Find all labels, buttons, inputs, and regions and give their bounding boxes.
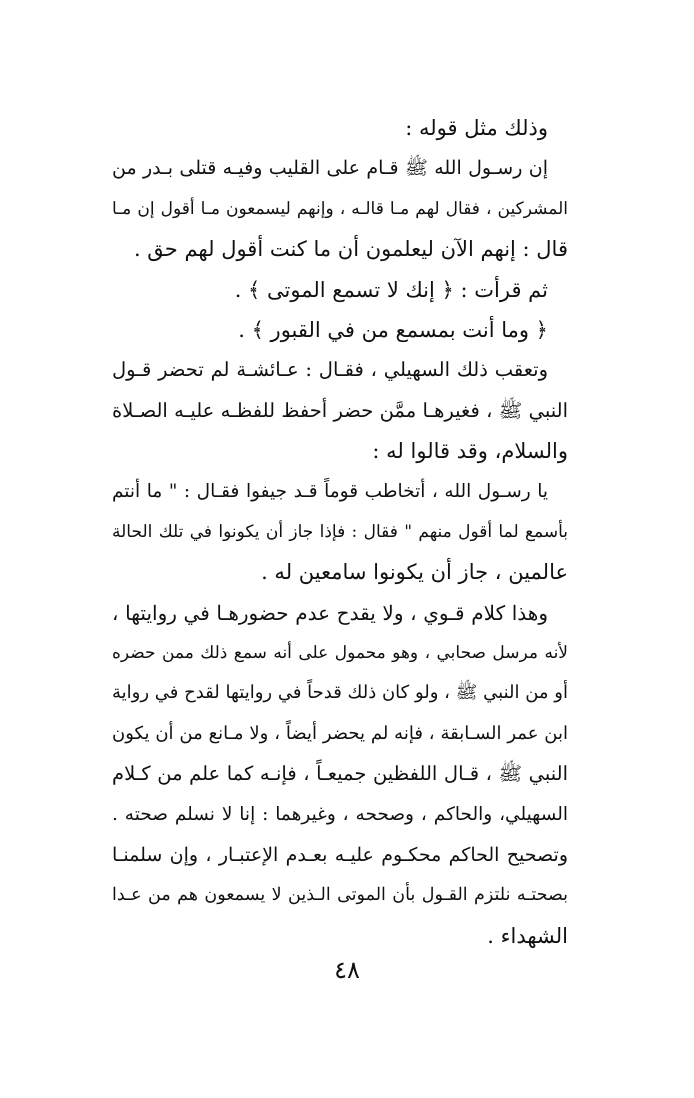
text-line: بصحتـه نلتزم القـول بأن الموتى الـذين لا يسمعون هم من عـدا: [112, 885, 568, 906]
text-line: النبي ﷺ ، فغيرهـا ممَّن حضر أحفظ للفظـه عليـه الصـلاة: [112, 398, 568, 422]
text-line: الشهداء .: [487, 923, 568, 948]
text-line: وتعقب ذلك السهيلي ، فقـال : عـائشـة لم تحضر قـول: [112, 358, 548, 382]
quran-verse-line: ﴿ وما أنت بمسمع من في القبور ﴾ .: [238, 317, 548, 342]
text-line: النبي ﷺ ، قـال اللفظين جميعـاً ، فإنـه كما علم من كـلام: [112, 762, 568, 786]
text-line: وذلك مثل قوله :: [405, 116, 548, 140]
text-line: المشركين ، فقال لهم مـا قالـه ، وإنهم ليسمعون مـا أقول إن مـا: [112, 198, 568, 219]
quran-verse-line: ثم قرأت : ﴿ إنك لا تسمع الموتى ﴾ .: [234, 277, 548, 302]
text-line: أو من النبي ﷺ ، ولو كان ذلك قدحاً في روايتها لقدح في رواية: [112, 682, 568, 704]
text-line: وهذا كلام قـوي ، ولا يقدح عدم حضورهـا في روايتها ،: [112, 600, 548, 625]
text-line: وتصحيح الحاكم محكـوم عليـه بعـدم الإعتبـار ، وإن سلمنـا: [112, 844, 568, 867]
text-line: والسلام، وقد قالوا له :: [372, 439, 568, 464]
page-body-text: [112, 108, 568, 956]
text-line: السهيلي، والحاكم ، وصححه ، وغيرهما : إنا لا نسلم صحته .: [112, 803, 568, 825]
page-number: ٤٨: [334, 956, 360, 984]
text-line: يا رسـول الله ، أتخاطب قوماً قـد جيفوا فقـال : " ما أنتم: [112, 480, 548, 502]
text-line: لأنه مرسل صحابي ، وهو محمول على أنه سمع ذلك ممن حضره: [112, 643, 568, 664]
text-line: بأسمع لما أقول منهم " فقال : فإذا جاز أن يكونوا في تلك الحالة: [112, 521, 568, 542]
text-line: عالمين ، جاز أن يكونوا سامعين له .: [261, 560, 568, 585]
text-line: قال : إنهم الآن ليعلمون أن ما كنت أقول لهم حق .: [133, 237, 568, 262]
text-line: ابن عمر السـابقة ، فإنه لم يحضر أيضاً ، ولا مـانع من أن يكون: [112, 722, 568, 744]
text-line: إن رسـول الله ﷺ قـام على القليب وفيـه قتلى بـدر من: [112, 157, 548, 180]
